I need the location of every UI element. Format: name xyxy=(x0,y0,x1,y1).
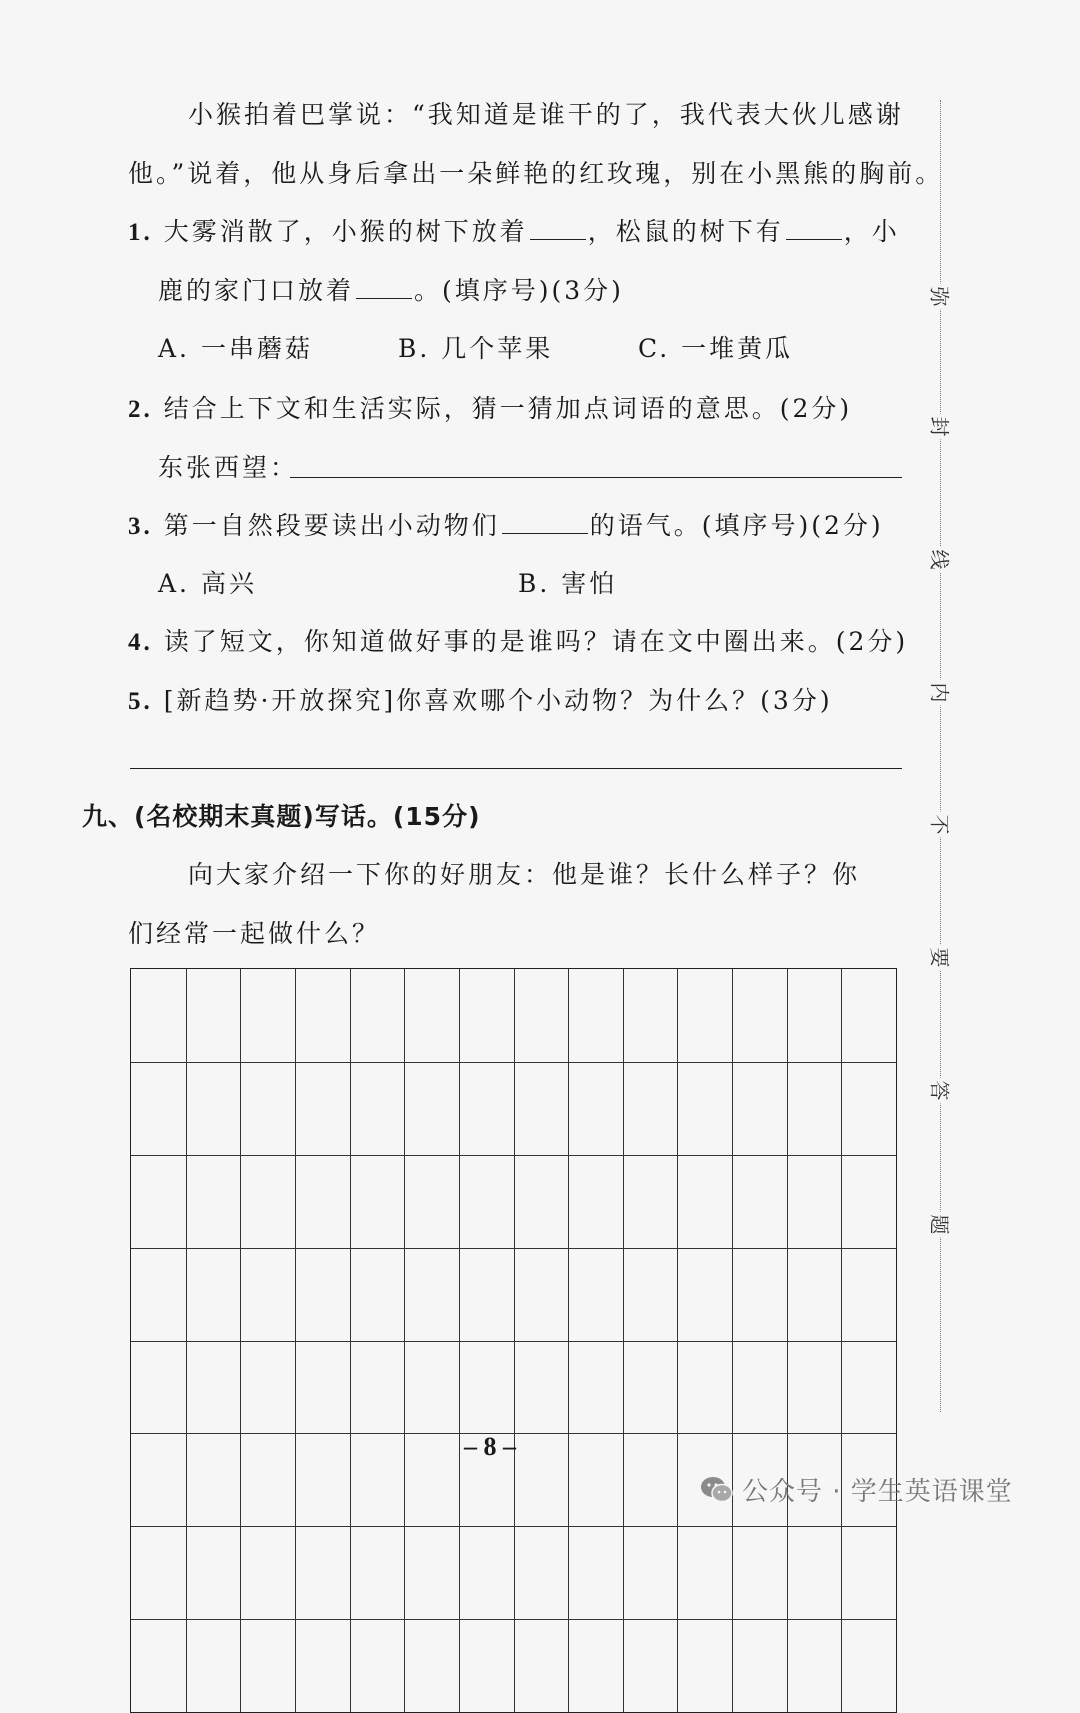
option-b: B. 几个苹果 xyxy=(398,334,554,363)
question-2 xyxy=(128,389,852,425)
question-text: 结合上下文和生活实际，猜一猜加点词语的意思。(2分) xyxy=(163,394,853,423)
seal-line-char: 要 xyxy=(927,945,956,971)
option-c: C. 一堆黄瓜 xyxy=(638,334,794,363)
seal-line-char: 内 xyxy=(927,680,956,706)
answer-blank[interactable] xyxy=(356,297,412,299)
question-text: ，松鼠的树下有 xyxy=(587,217,784,246)
option-b: B. 害怕 xyxy=(518,569,618,598)
option-a: A. 一串蘑菇 xyxy=(158,334,313,363)
writing-prompt-line-2: 们经常一起做什么？ xyxy=(128,919,381,948)
question-text: 的语气。(填序号)(2分) xyxy=(589,511,884,540)
answer-blank[interactable] xyxy=(530,238,586,240)
question-1 xyxy=(128,212,900,248)
seal-line-char: 封 xyxy=(927,414,956,440)
seal-line-char: 答 xyxy=(927,1078,956,1104)
grid-row-line xyxy=(131,1062,896,1063)
seal-line-char: 线 xyxy=(927,547,956,573)
watermark xyxy=(700,1471,1013,1508)
term-label: 东张西望： xyxy=(158,453,299,482)
section-title: 九、(名校期末真题)写话。(15分) xyxy=(82,802,481,831)
question-1-continued xyxy=(158,271,624,307)
grid-row-line xyxy=(131,1341,896,1342)
question-number: 2. xyxy=(128,396,153,423)
question-3 xyxy=(128,506,884,542)
seal-line-char: 弥 xyxy=(927,284,956,310)
grid-row-line xyxy=(131,1155,896,1156)
question-4 xyxy=(128,622,908,658)
watermark-text: 公众号 · 学生英语课堂 xyxy=(742,1477,1013,1507)
question-5 xyxy=(128,681,833,717)
question-number: 4. xyxy=(128,629,153,656)
question-text: [新趋势·开放探究]你喜欢哪个小动物？为什么？(3分) xyxy=(163,686,833,715)
answer-blank[interactable] xyxy=(786,238,842,240)
question-number: 5. xyxy=(128,688,153,715)
page-number: – 8 – xyxy=(464,1432,516,1461)
answer-line[interactable] xyxy=(130,768,902,769)
answer-blank[interactable] xyxy=(502,532,588,534)
question-number: 3. xyxy=(128,513,153,540)
answer-line[interactable] xyxy=(290,477,902,478)
question-text: 第一自然段要读出小动物们 xyxy=(163,511,500,540)
option-a: A. 高兴 xyxy=(158,569,257,598)
grid-row-line xyxy=(131,1619,896,1620)
question-text: 大雾消散了，小猴的树下放着 xyxy=(163,217,528,246)
writing-grid[interactable] xyxy=(130,968,897,1713)
writing-prompt-line-1: 向大家介绍一下你的好朋友：他是谁？长什么样子？你 xyxy=(188,860,861,889)
question-number: 1. xyxy=(128,219,153,246)
passage-line-1: 小猴拍着巴掌说：“我知道是谁干的了，我代表大伙儿感谢 xyxy=(188,100,904,129)
grid-row-line xyxy=(131,1526,896,1527)
question-text: 。(填序号)(3分) xyxy=(414,276,624,305)
question-text: 读了短文，你知道做好事的是谁吗？请在文中圈出来。(2分) xyxy=(163,627,909,656)
wechat-icon xyxy=(700,1475,734,1505)
passage-line-2: 他。”说着，他从身后拿出一朵鲜艳的红玫瑰，别在小黑熊的胸前。 xyxy=(128,159,944,188)
question-text: ，小 xyxy=(843,217,900,246)
seal-line-char: 不 xyxy=(927,812,956,838)
grid-row-line xyxy=(131,1248,896,1249)
question-text: 鹿的家门口放着 xyxy=(158,276,355,305)
seal-line-char: 题 xyxy=(927,1212,956,1238)
